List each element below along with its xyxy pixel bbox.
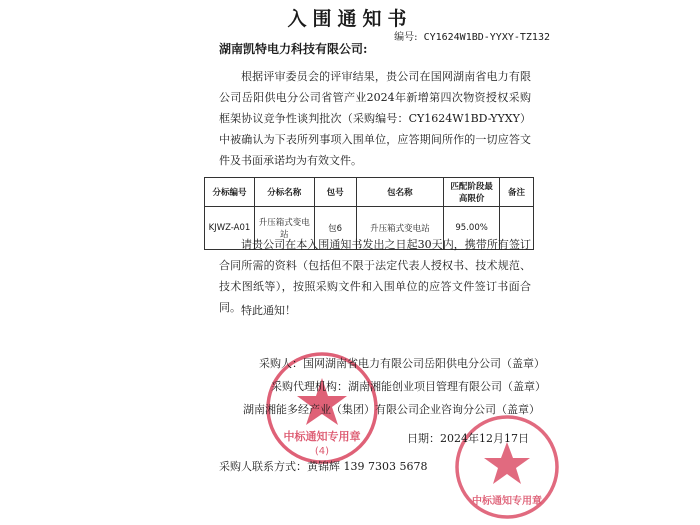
signature-purchaser: 采购人：国网湖南省电力有限公司岳阳供电分公司（盖章） bbox=[259, 357, 545, 370]
col-package-name: 包名称 bbox=[356, 178, 444, 207]
col-package-number: 包号 bbox=[314, 178, 356, 207]
cell-lot-number: KJWZ-A01 bbox=[205, 207, 255, 250]
stamp-left-sub: (4) bbox=[314, 446, 330, 457]
col-lot-number: 分标编号 bbox=[205, 178, 255, 207]
document-title: 入围通知书 bbox=[287, 8, 413, 30]
purchaser-contact: 采购人联系方式：黄锦辉 139 7303 5678 bbox=[219, 460, 428, 473]
signature-agency: 采购代理机构：湖南湘能创业项目管理有限公司（盖章） bbox=[271, 380, 546, 393]
paragraph-evaluation-result: 根据评审委员会的评审结果，贵公司在国网湖南省电力有限公司岳阳供电分公司省管产业2024年新增第四次物资授权采购框架协议竞争性谈判批次（采购编号：CY1624W1BD-YYXY）中被确认为下表所列事项入围单位，应答期间所作的一切应答文件及书面承诺均为有效文件。 bbox=[219, 70, 531, 167]
stamp-right-label: 中标通知专用章 bbox=[472, 496, 542, 507]
col-lot-name: 分标名称 bbox=[254, 178, 314, 207]
closing-line: 特此通知！ bbox=[241, 304, 296, 317]
paragraph-contract-instructions: 请贵公司在本入围通知书发出之日起30天内，携带所有签订合同所需的资料（包括但不限于法定代表人授权书、技术规范、技术图纸等），按照采购文件和入围单位的应答文件签订书面合同。 bbox=[219, 238, 531, 314]
stamp-left-label: 中标通知专用章 bbox=[283, 430, 361, 443]
signature-consultant: 湖南湘能多经产业（集团）有限公司企业咨询分公司（盖章） bbox=[243, 403, 540, 416]
cell-lot-name: 升压箱式变电站 bbox=[254, 207, 314, 250]
table-header-row bbox=[205, 178, 534, 207]
cell-package-number: 包6 bbox=[314, 207, 356, 250]
col-max-price: 匹配阶段最高限价 bbox=[444, 178, 500, 207]
document-number-value: CY1624W1BD-YYXY-TZ132 bbox=[423, 32, 550, 43]
cell-package-name: 升压箱式变电站 bbox=[356, 207, 444, 250]
addressee: 湖南凯特电力科技有限公司: bbox=[219, 42, 368, 56]
issue-date: 日期：2024年12月17日 bbox=[407, 432, 529, 445]
document-number bbox=[394, 28, 550, 43]
cell-max-price: 95.00% bbox=[444, 207, 500, 250]
stamp-right-icon bbox=[452, 412, 562, 522]
col-remarks: 备注 bbox=[500, 178, 534, 207]
document-number-label: 编号: bbox=[394, 32, 418, 43]
